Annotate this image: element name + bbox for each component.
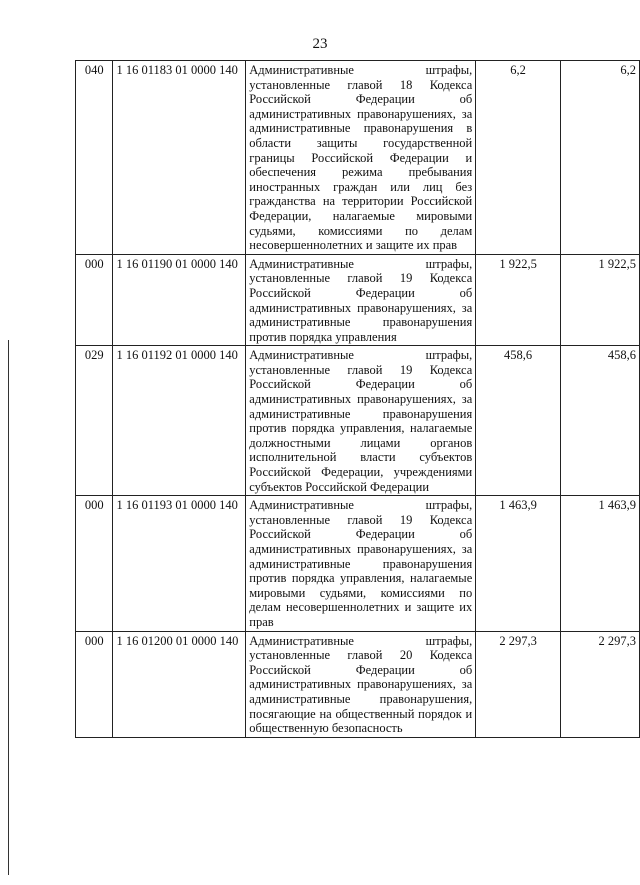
budget-revenue-table [75, 60, 640, 738]
revenue-name-cell: Административные штрафы, установленные главой 20 Кодекса Российской Федерации об административных правонарушениях, за административные правонарушения, посягающие на общественный порядок и общественную безопасность [246, 631, 476, 737]
revenue-name-cell: Административные штрафы, установленные главой 19 Кодекса Российской Федерации об административных правонарушениях, за административные правонарушения против порядка управления, налагаемые должностными лицами органов исполнительной власти субъектов Российской Федерации, учреждениями субъектов Российской Федерации [246, 346, 476, 496]
table-row [76, 496, 640, 631]
admin-code-cell: 000 [76, 254, 113, 346]
kbk-code-cell: 1 16 01200 01 0000 140 [113, 631, 246, 737]
revenue-name-cell: Административные штрафы, установленные главой 18 Кодекса Российской Федерации об административных правонарушениях, за административные правонарушения в области защиты государственной границы Российской Федерации и обеспечения режима пребывания иностранных граждан или лиц без гражданства на территории Российской Федерации, налагаемые мировыми судьями, комиссиями по делам несовершеннолетних и защите их прав [246, 61, 476, 255]
admin-code-cell: 029 [76, 346, 113, 496]
table-row [76, 631, 640, 737]
kbk-code-cell: 1 16 01193 01 0000 140 [113, 496, 246, 631]
amount-cell: 458,6 [476, 346, 561, 496]
admin-code-cell: 000 [76, 496, 113, 631]
table-row [76, 61, 640, 255]
admin-code-cell: 040 [76, 61, 113, 255]
amount-cell: 6,2 [560, 61, 639, 255]
amount-cell: 458,6 [560, 346, 639, 496]
amount-cell: 2 297,3 [560, 631, 639, 737]
table-row [76, 254, 640, 346]
kbk-code-cell: 1 16 01183 01 0000 140 [113, 61, 246, 255]
amount-cell: 1 463,9 [560, 496, 639, 631]
amount-cell: 1 463,9 [476, 496, 561, 631]
revenue-name-cell: Административные штрафы, установленные главой 19 Кодекса Российской Федерации об административных правонарушениях, за административные правонарушения против порядка управления [246, 254, 476, 346]
revenue-name-cell: Административные штрафы, установленные главой 19 Кодекса Российской Федерации об административных правонарушениях, за административные правонарушения против порядка управления, налагаемые мировыми судьями, комиссиями по делам несовершеннолетних и защите их прав [246, 496, 476, 631]
amount-cell: 1 922,5 [476, 254, 561, 346]
kbk-code-cell: 1 16 01192 01 0000 140 [113, 346, 246, 496]
kbk-code-cell: 1 16 01190 01 0000 140 [113, 254, 246, 346]
amount-cell: 1 922,5 [560, 254, 639, 346]
amount-cell: 2 297,3 [476, 631, 561, 737]
table-row [76, 346, 640, 496]
scan-margin-line [8, 340, 9, 875]
admin-code-cell: 000 [76, 631, 113, 737]
page-number: 23 [312, 36, 328, 52]
amount-cell: 6,2 [476, 61, 561, 255]
